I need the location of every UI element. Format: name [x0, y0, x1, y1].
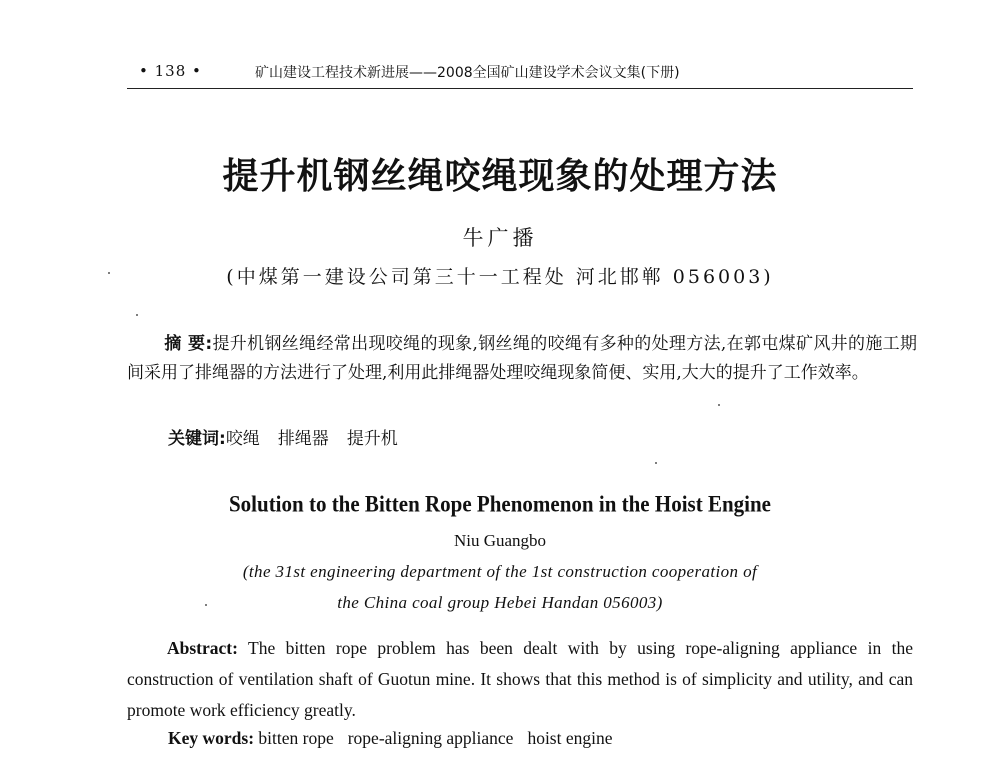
scan-speck	[655, 462, 657, 464]
scan-speck	[205, 604, 207, 606]
page-number: • 138 •	[139, 62, 202, 80]
abstract-en	[127, 633, 913, 726]
abstract-en-text: The bitten rope problem has been dealt with by using rope-aligning appliance in the construction of ventilation shaft of Guotun mine. It shows that this method is of simplicity and utility, and can promote work efficiency greatly.	[127, 638, 913, 720]
abstract-cn-label: 摘 要:	[164, 334, 213, 354]
keyword-cn: 提升机	[346, 429, 398, 449]
scan-speck	[136, 314, 138, 316]
keyword-cn: 排绳器	[277, 429, 329, 449]
keyword-en: rope-aligning appliance	[347, 728, 514, 748]
scan-speck	[718, 404, 720, 406]
paper-title-en: Solution to the Bitten Rope Phenomenon in the Hoist Engine	[229, 491, 771, 517]
scan-speck	[108, 272, 110, 274]
keywords-cn	[168, 424, 416, 449]
affiliation-en-line2: the China coal group Hebei Handan 056003)	[337, 593, 663, 612]
abstract-cn-text: 提升机钢丝绳经常出现咬绳的现象,钢丝绳的咬绳有多种的处理方法,在郭屯煤矿风井的施工期间采用了排绳器的方法进行了处理,利用此排绳器处理咬绳现象简便、实用,大大的提升了工作效率。	[127, 334, 918, 383]
affiliation-cn: (中煤第一建设公司第三十一工程处 河北邯郸 056003)	[226, 266, 774, 288]
keywords-cn-label: 关键词:	[168, 429, 226, 449]
author-cn: 牛广播	[462, 226, 538, 250]
affiliation-en-line1: (the 31st engineering department of the 1st construction cooperation of	[242, 562, 758, 581]
running-header	[127, 58, 913, 89]
abstract-en-label: Abstract:	[167, 638, 238, 658]
keywords-en	[168, 728, 627, 749]
series-title: 矿山建设工程技术新进展——2008全国矿山建设学术会议文集(下册)	[255, 65, 680, 81]
paper-title-cn: 提升机钢丝绳咬绳现象的处理方法	[222, 156, 778, 197]
keywords-en-label: Key words:	[168, 728, 255, 748]
keyword-en: bitten rope	[258, 728, 334, 748]
author-en: Niu Guangbo	[453, 531, 547, 550]
keyword-en: hoist engine	[527, 728, 613, 748]
keyword-cn: 咬绳	[225, 429, 260, 449]
abstract-cn	[127, 330, 917, 388]
